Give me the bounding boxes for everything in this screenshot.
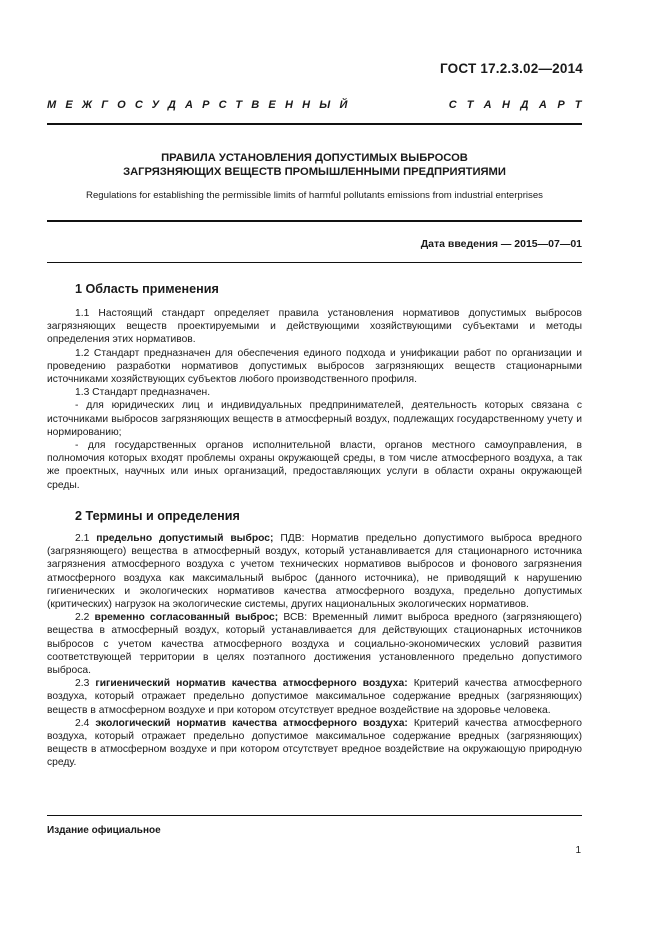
title-rule [47, 220, 582, 222]
header-rule [47, 123, 582, 125]
definition-term: временно согласованный выброс; [94, 612, 279, 624]
interstate-word: МЕЖГОСУДАРСТВЕННЫЙ [47, 99, 357, 111]
definition-text: ВСВ: Временный лимит выброса вредного (загрязняющего) вещества в атмосферный воздух, который устанавливается для действующих стационарных источников выбросов с учетом качества атмосферного воздуха и социально-экономических условий развития соответствующей территории в целях поэтапного достижения установленного предельно допустимого выброса. [47, 612, 582, 677]
definition-number: 2.4 [75, 717, 96, 729]
paragraph-1-3-item-1: - для юридических лиц и индивидуальных предпринимателей, деятельность которых связана с источниками выбросов загрязняющих веществ в атмосферный воздух, подлежащих государственному учету и нормированию; [47, 400, 582, 438]
document-title [47, 151, 582, 179]
gost-number: ГОСТ 17.2.3.02—2014 [439, 61, 583, 76]
footer-rule [47, 815, 582, 816]
standard-word: СТАНДАРТ [448, 99, 592, 111]
section-1-heading: 1 Область применения [75, 282, 219, 296]
paragraph-1-3: 1.3 Стандарт предназначен. [75, 387, 211, 399]
definition-2-3 [47, 677, 582, 717]
introduction-date: Дата введения — 2015—07—01 [420, 238, 582, 250]
date-rule [47, 262, 582, 263]
definition-2-4 [47, 717, 582, 770]
page-number: 1 [575, 845, 581, 856]
definition-term: экологический норматив качества атмосферного воздуха: [95, 717, 408, 729]
paragraph-1-2: 1.2 Стандарт предназначен для обеспечения единого подхода и унификации работ по организации и проведению разработки нормативов допустимых выбросов загрязняющих веществ стационарными источниками хозяйствующих субъектов любого производственного профиля. [47, 347, 582, 386]
definition-number: 2.1 [75, 533, 97, 544]
paragraph-1-1: 1.1 Настоящий стандарт определяет правила установления нормативов допустимых выбросов загрязняющих веществ проектируемыми и действующими хозяйствующими субъектами и методы определения этих нормативов. [47, 308, 582, 346]
section-2-body [47, 532, 582, 770]
definition-text: ПДВ: Норматив предельно допустимого выброса вредного (загрязняющего) вещества в атмосферный воздух, который устанавливается для стационарного источника загрязнения атмосферного воздуха с учетом технических нормативов выбросов и фонового загрязнения атмосферного воздуха как максимальный выброс (данного источника), не приводящий к нарушению гигиенических и экологических нормативов качества атмосферного воздуха, предельно допустимых (критических) нагрузок на экологические системы, других национальных экологических нормативов. [47, 533, 582, 611]
section-1-body [47, 307, 582, 492]
section-2-heading: 2 Термины и определения [75, 509, 240, 523]
english-title: Regulations for establishing the permissible limits of harmful pollutants emissions from industrial enterprises [86, 190, 543, 201]
title-line-1: ПРАВИЛА УСТАНОВЛЕНИЯ ДОПУСТИМЫХ ВЫБРОСОВ [161, 152, 468, 164]
definition-term: гигиенический норматив качества атмосферного воздуха: [95, 678, 408, 690]
definition-number: 2.3 [75, 678, 96, 690]
title-line-2: ЗАГРЯЗНЯЮЩИХ ВЕЩЕСТВ ПРОМЫШЛЕННЫМИ ПРЕДПРИЯТИЯМИ [123, 166, 506, 178]
definition-2-2 [47, 611, 582, 677]
definition-text: Критерий качества атмосферного воздуха, который отражает предельно допустимое максимальное содержание вредных (загрязняющих) веществ в атмосферном воздухе и при котором отсутствует вредное воздействие на окружающую природную среду. [47, 717, 582, 769]
definition-2-1 [47, 532, 582, 611]
definition-number: 2.2 [75, 612, 95, 624]
paragraph-1-3-item-2: - для государственных органов исполнительной власти, органов местного самоуправления, в полномочия которых входят проблемы охраны окружающей среды, в том числе атмосферного воздуха, а так же проектных, научных или иных организаций, предоставляющих услуги в области охраны окружающей среды. [47, 440, 582, 491]
definition-text: Критерий качества атмосферного воздуха, который отражает предельно допустимое максимальное содержание вредных (загрязняющих) веществ в атмосферном воздухе и при котором отсутствует вредное воздействие на здоровье человека. [47, 678, 582, 716]
interstate-standard-banner [47, 99, 592, 111]
definition-term: предельно допустимый выброс; [96, 533, 274, 544]
official-edition-label: Издание официальное [47, 825, 161, 836]
